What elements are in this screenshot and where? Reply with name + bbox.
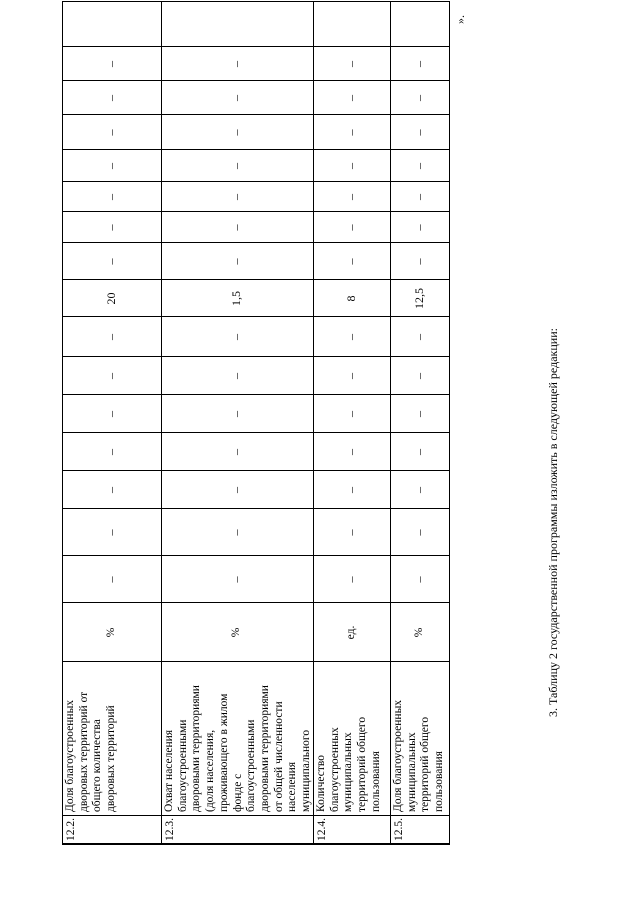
indicator-value: – [103, 258, 118, 265]
indicator-value: – [343, 373, 358, 379]
indicator-name [161, 662, 313, 816]
indicator-value: – [343, 258, 358, 265]
indicator-value: – [229, 258, 244, 265]
indicator-name-line: населения [286, 761, 299, 812]
row-number: 12.5. [393, 818, 405, 841]
indicator-value: – [343, 224, 358, 231]
indicator-name-line: муниципальных [342, 732, 355, 812]
indicator-name-line: фонде с [231, 773, 244, 812]
indicator-value: – [412, 449, 427, 455]
unit-of-measure: % [230, 627, 243, 638]
indicator-name-line: территорий общего [419, 716, 432, 812]
indicator-name-line: общего количества [91, 719, 104, 812]
indicator-name-line: дворовыми территориями [190, 685, 203, 812]
row-number: 12.3. [164, 818, 176, 841]
indicator-name [390, 662, 450, 816]
indicator-name-line: благоустроенными [245, 719, 258, 812]
indicator-value: – [229, 576, 244, 583]
indicator-value: 8 [343, 295, 358, 302]
indicator-value: – [229, 61, 244, 67]
indicator-value: – [229, 224, 244, 231]
indicator-value: – [412, 95, 427, 101]
indicator-name-line: проживающего в жилом [217, 693, 230, 812]
indicator-value: – [103, 163, 118, 169]
indicator-name-line: Количество [315, 755, 327, 812]
indicator-value: – [343, 194, 358, 200]
indicator-name-line: благоустроенных [328, 727, 341, 812]
indicator-value: – [412, 576, 427, 583]
indicator-value: – [229, 373, 244, 379]
indicator-value: – [343, 487, 358, 493]
indicator-value: – [343, 61, 358, 67]
indicator-name [313, 662, 390, 816]
indicator-value: – [343, 529, 358, 536]
indicator-name-line: территорий общего [356, 716, 369, 812]
indicator-value: 12,5 [412, 288, 427, 309]
indicator-value: – [229, 129, 244, 136]
indicator-value: – [412, 258, 427, 265]
indicator-name-line: пользования [369, 751, 382, 812]
indicator-name-line: благоустроенными [176, 719, 189, 812]
indicator-value: – [229, 95, 244, 101]
unit-of-measure: % [104, 627, 117, 638]
indicators-table [62, 1, 450, 845]
indicator-value: – [229, 163, 244, 169]
row-number: 12.2. [65, 818, 77, 841]
indicator-value: – [103, 95, 118, 101]
indicator-value: – [412, 334, 427, 340]
indicator-value: – [229, 487, 244, 493]
indicator-value: – [412, 373, 427, 379]
indicator-value: – [229, 194, 244, 200]
indicator-value: – [343, 334, 358, 340]
indicator-value: – [103, 529, 118, 536]
indicator-value: – [103, 194, 118, 200]
indicator-value: – [412, 487, 427, 493]
indicator-value: – [103, 373, 118, 379]
indicator-value: – [103, 61, 118, 67]
unit-of-measure: % [413, 627, 426, 638]
indicator-value: – [229, 449, 244, 455]
indicator-value: – [103, 576, 118, 583]
indicator-value: – [412, 224, 427, 231]
indicator-value: – [412, 129, 427, 136]
indicator-name-line: муниципальных [405, 732, 418, 812]
indicator-name-line: пользования [433, 751, 446, 812]
instruction-text: 3. Таблицу 2 государственной программы изложить в следующей редакции: [546, 328, 560, 717]
indicator-value: – [343, 449, 358, 455]
indicator-value: – [229, 411, 244, 417]
indicator-value: – [412, 194, 427, 200]
indicator-value: – [412, 529, 427, 536]
indicator-value: – [103, 487, 118, 493]
table-column-rule [62, 1, 450, 2]
indicator-value: – [103, 449, 118, 455]
indicator-value: – [343, 95, 358, 101]
indicator-value: – [343, 163, 358, 169]
indicator-value: – [103, 411, 118, 417]
indicator-value: 1,5 [229, 291, 244, 306]
indicator-name-line: Доля благоустроенных [392, 699, 404, 812]
indicator-value: – [103, 334, 118, 340]
indicator-value: – [412, 61, 427, 67]
indicator-name-line: дворовых территорий от [77, 691, 90, 812]
indicator-value: – [343, 576, 358, 583]
indicator-name-line: от общей численности [272, 701, 285, 812]
indicator-name-line: муниципального [300, 729, 313, 812]
closing-quote-mark: ». [453, 15, 467, 24]
indicator-value: – [103, 224, 118, 231]
indicator-value: – [412, 163, 427, 169]
indicator-value: – [103, 129, 118, 136]
indicator-name-line: Доля благоустроенных [64, 699, 76, 812]
indicator-value: – [229, 529, 244, 536]
indicator-name-line: дворовых территорий [105, 705, 118, 812]
indicator-value: – [343, 411, 358, 417]
indicator-value: – [229, 334, 244, 340]
indicator-name-line: Охват населения [163, 729, 175, 812]
indicator-value: – [412, 411, 427, 417]
indicator-name [62, 662, 161, 816]
row-number: 12.4. [316, 818, 328, 841]
indicator-value: – [343, 129, 358, 136]
indicator-value: 20 [103, 292, 118, 305]
indicator-name-line: дворовыми территориями [258, 685, 271, 812]
indicator-name-line: (доля населения, [204, 729, 217, 812]
unit-of-measure: ед. [344, 625, 357, 640]
